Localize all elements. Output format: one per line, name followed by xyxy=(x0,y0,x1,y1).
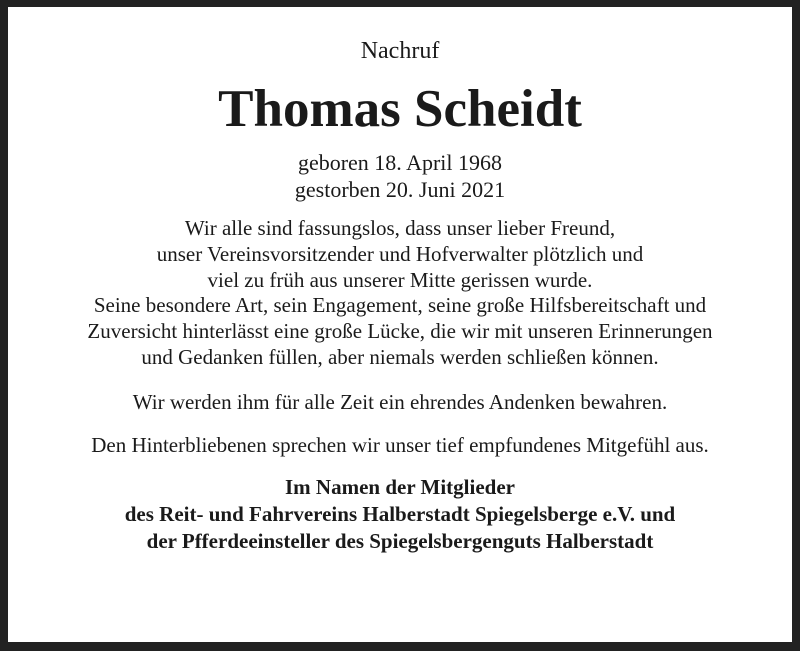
notice-content xyxy=(15,7,785,555)
deceased-name: Thomas Scheidt xyxy=(218,80,582,138)
closing-statement: Wir werden ihm für alle Zeit ein ehrendes Andenken bewahren. xyxy=(132,389,668,414)
message-line: unser Vereinsvorsitzender und Hofverwalter plötzlich und xyxy=(156,241,644,266)
life-dates xyxy=(15,149,785,203)
memorial-message xyxy=(15,216,785,371)
message-line: Wir alle sind fassungslos, dass unser lieber Freund, xyxy=(184,216,616,240)
condolence-statement: Den Hinterbliebenen sprechen wir unser tief empfundenes Mitgefühl aus. xyxy=(91,432,709,457)
death-date: gestorben 20. Juni 2021 xyxy=(294,177,506,202)
notice-heading: Nachruf xyxy=(360,38,440,64)
message-line: Zuversicht hinterlässt eine große Lücke, die wir mit unseren Erinnerungen xyxy=(87,319,713,344)
birth-date: geboren 18. April 1968 xyxy=(297,150,503,175)
signature-line: Im Namen der Mitglieder xyxy=(285,474,515,499)
message-line: Seine besondere Art, sein Engagement, seine große Hilfsbereitschaft und xyxy=(93,293,707,318)
signature-line: der Pfferdeeinsteller des Spiegelsbergenguts Halberstadt xyxy=(146,528,654,553)
message-line: viel zu früh aus unserer Mitte gerissen wurde. xyxy=(207,267,593,292)
signature-line: des Reit- und Fahrvereins Halberstadt Spiegelsberge e.V. und xyxy=(124,501,676,526)
signature-block xyxy=(15,474,785,555)
message-line: und Gedanken füllen, aber niemals werden schließen können. xyxy=(141,344,659,369)
